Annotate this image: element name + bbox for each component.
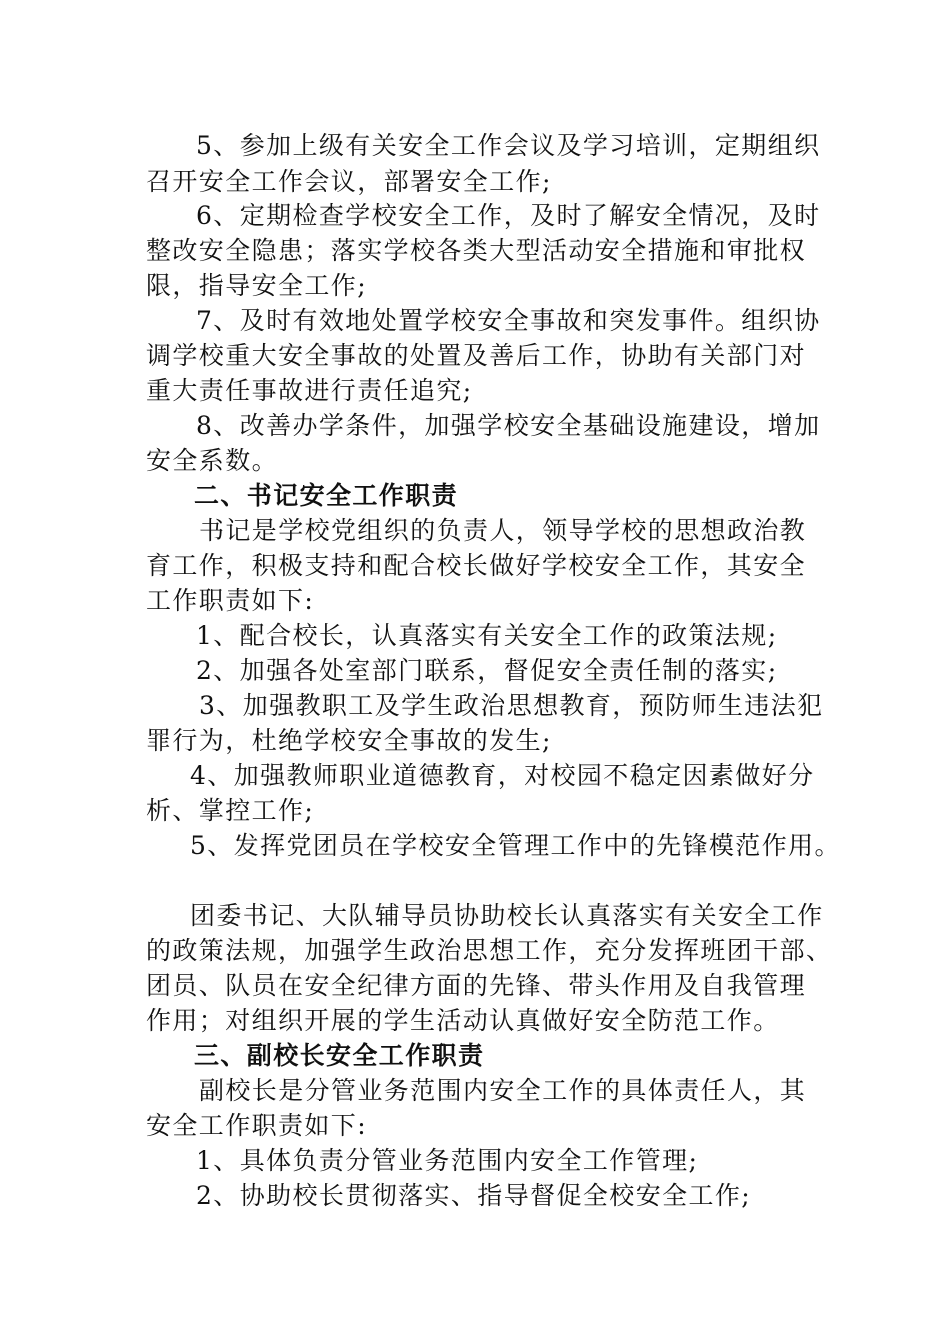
paragraph-line: 安全系数。 (146, 446, 279, 475)
paragraph-line: 8、改善办学条件，加强学校安全基础设施建设，增加 (196, 411, 821, 440)
paragraph-line: 团委书记、大队辅导员协助校长认真落实有关安全工作 (190, 901, 824, 930)
paragraph-line: 团员、队员在安全纪律方面的先锋、带头作用及自我管理 (146, 971, 807, 1000)
paragraph-line: 调学校重大安全事故的处置及善后工作，协助有关部门对 (146, 341, 807, 370)
list-item: 4、加强教师职业道德教育，对校园不稳定因素做好分 (190, 761, 815, 790)
paragraph-line: 召开安全工作会议，部署安全工作; (146, 167, 552, 196)
paragraph-line: 重大责任事故进行责任追究; (146, 376, 473, 405)
paragraph-line: 安全工作职责如下: (146, 1111, 368, 1140)
paragraph-line: 育工作，积极支持和配合校长做好学校安全工作，其安全 (146, 551, 807, 580)
paragraph-line: 书记是学校党组织的负责人，领导学校的思想政治教 (199, 516, 807, 545)
list-item: 1、具体负责分管业务范围内安全工作管理; (196, 1146, 699, 1175)
paragraph-line: 析、掌控工作; (146, 796, 315, 825)
section-heading: 二、书记安全工作职责 (194, 481, 459, 510)
paragraph-line: 罪行为，杜绝学校安全事故的发生; (146, 726, 552, 755)
paragraph-line: 限，指导安全工作; (146, 271, 368, 300)
paragraph-line: 6、定期检查学校安全工作，及时了解安全情况，及时 (196, 201, 821, 230)
list-item: 2、协助校长贯彻落实、指导督促全校安全工作; (196, 1181, 752, 1210)
paragraph-line: 5、参加上级有关安全工作会议及学习培训，定期组织 (196, 131, 821, 160)
paragraph-line: 作用；对组织开展的学生活动认真做好安全防范工作。 (146, 1006, 780, 1035)
list-item: 5、发挥党团员在学校安全管理工作中的先锋模范作用。 (190, 831, 841, 860)
list-item: 2、加强各处室部门联系，督促安全责任制的落实; (196, 656, 778, 685)
paragraph-line: 的政策法规，加强学生政治思想工作，充分发挥班团干部、 (146, 936, 833, 965)
paragraph-line: 7、及时有效地处置学校安全事故和突发事件。组织协 (196, 306, 821, 335)
list-item: 1、配合校长，认真落实有关安全工作的政策法规; (196, 621, 778, 650)
list-item: 3、加强教职工及学生政治思想教育，预防师生违法犯 (199, 691, 824, 720)
paragraph-line: 副校长是分管业务范围内安全工作的具体责任人，其 (199, 1076, 807, 1105)
section-heading: 三、副校长安全工作职责 (194, 1041, 485, 1070)
paragraph-line: 整改安全隐患；落实学校各类大型活动安全措施和审批权 (146, 236, 807, 265)
paragraph-line: 工作职责如下: (146, 586, 315, 615)
